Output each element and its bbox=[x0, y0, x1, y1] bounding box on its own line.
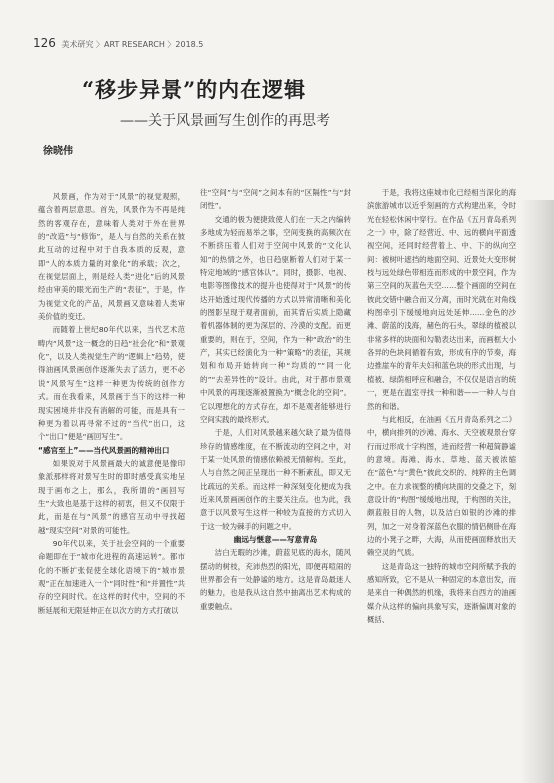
section-heading: “感官至上”——当代风景画的精神出口 bbox=[38, 445, 170, 455]
page-curl-shadow bbox=[520, 200, 554, 783]
paragraph: 于是，我将这座城市化已经相当深化的海滨旅游城市以近乎刻画的方式构建出来，令时光在轻松休闲中穿行。在作品《五月青岛系列之一》中，除了经营近、中、远的横向平面透视空间，还同时经营着上、中、下的纵向空间：被树叶遮挡的地面空间、近景处大变形树枝与远处绿色带相连而形成的中景空间，作为第三空间的灰蓝色天空……整个画面的空间在彼此交错中融合而又分离，而时光就在对角线构图牵引下缓缓地向远处延伸……金色的沙滩、蔚蓝的浅海，赭色的石头，翠绿的植被以非常多样的块面和勾勒表达出来，而画框大小各异的色块间循着有致，形成有序的节奏，海边推崖车的青年夫妇和蓝色块的形式出现，与植被、绿荫相呼应和融合，不仅仅是语言的统一，更是在温室寻找一种和谐——一种人与自然的和谐。 bbox=[367, 188, 516, 411]
running-header bbox=[33, 36, 203, 50]
section-heading: 幽远与惬意——写意青岛 bbox=[233, 534, 318, 544]
text-column-1 bbox=[38, 190, 185, 617]
paragraph: 90年代以来，关于社会空间的一个重要命题即在于“城市化进程的高速运转”。都市化的不断扩张促使全球化语境下的“城市景观”正在加速进入一个“同时性”和“并置性”共存的空间时代。在这样的时代中，空间的不断延展和无限延伸正在以次方的方式打破以 bbox=[38, 538, 185, 615]
paragraph: 与此相反，在油画《五月青岛系列之二》中，横向排列的沙滩、海水、天空被观景台穿行而过形成十字构图，进而经营一种超简静谧的意境。海滩、海水、草地、蓝天被浓缩在“蓝色”与“黄色”彼此交织的、纯粹的主色调之中。在力求视整的横向块面的交叠之下，刻意设计的“构图”缓缓地出现，于构图的关注，颇蓝般目的人物，以及洁白如银的沙滩的排列，加之一对身着深蓝色衣服的情侣侧卧在海边的小凳子之畔，大海，从而使画面释放出天赖空灵的气质。 bbox=[367, 414, 516, 558]
page-number: 126 bbox=[33, 36, 56, 50]
article-title: “移步异景”的内在逻辑 bbox=[82, 77, 307, 102]
paragraph: 风景画，作为对于“风景”的视觉观照，蕴含着两层意思。首先，风景作为不再是纯然的客观存在，意味着人类对于外在世界的“改造”与“修饰”，是人与自然的关系在彼此互动的过程中对于自我本质的反观，意即“人的本质力量的对象化”的承载；次之，在视觉层面上，则是经人类“进化”后的风景经由审美的眼光而生产的“表征”，于是，作为视觉文化的产品，风景画又意味着人类审美价值的变迁。 bbox=[38, 192, 185, 322]
text-column-2 bbox=[200, 186, 351, 613]
paragraph: 于是，人们对风景越来越欠缺了最为值得珍存的情感维度，在不断流动的空间之中，对于某一处风景的情感依赖被无情解构。至此，人与自然之间正呈现出一种不断紊乱，即又无比疏远的关系。而这样一种深刻变化便成为我近来风景画画创作的主要关注点。也为此，我意于以风景写生这样一种较为直接的方式切入于这一较为棘手的问题之中。 bbox=[200, 428, 351, 531]
article-subtitle: ——关于风景画写生创作的再思考 bbox=[120, 113, 330, 129]
text-column-3 bbox=[367, 186, 516, 626]
paragraph: 而随着上世纪80年代以来，当代艺术范畴内“风景”这一概念的日趋“社会化”和“景观化”，以及人类视觉生产的“逻辑上”趋势，使得油画风景画创作逐渐失去了活力，更不必说“风景写生”这样一种更为传统的创作方式。而在我看来，风景画于当下的这样一种现实困境并非没有消解的可能，而是具有一种更为着以再寻常不过的“当代”出口，这个“出口”便是“画回写生”。 bbox=[38, 325, 185, 442]
running-title: 美术研究 〉ART RESEARCH 〉2018.5 bbox=[61, 40, 204, 49]
paragraph: 这是青岛这一独特的城市空间所赋予我的感知所致，它不是从一种固定的本意出发，而是来自一种偶然的机缘，我将来自西方的油画媒介从这样的偏向具象写实，逐渐偏调对象的概括、 bbox=[367, 561, 516, 624]
article-author: 徐晓伟 bbox=[43, 146, 73, 157]
paragraph: 往“空间”与“空间”之间本有的“区隔性”与“封闭性”。 bbox=[200, 188, 351, 211]
paragraph: 如果说对于风景画最大的诚意便是像印象派那样将对景写生时的即时感受真实地呈现于画布之上，那么，我所谓的“画回写生”大致也是基于这样的初衷，但又不仅限于此，而是在与“风景”的感官互动中寻找超越“现实空间”对景的可能性。 bbox=[38, 458, 185, 535]
paragraph: 洁白无暇的沙滩，蔚蓝见底的海水，随风摆动的树枝，充沛热烈的阳光，即便再喧闹的世界都会有一处静谧的地方。这是青岛最迷人的魅力，也是我从这自然中抽离出艺术构成的重要触点。 bbox=[200, 548, 351, 611]
paragraph: 交通的极为便捷致使人们在一天之内编转多地成为轻而易举之事，空间变换的高频次在不断挤压着人们对于空间中风景的“文化认知”的热情之外，也日趋驱断着人们对于某一特定地域的“感官体认”。同时，摄影、电视、电影等图像技术的提升也使得对于“风景”的传达开始透过现代传播的方式以异常清晰和美化的图影呈现于观者面前，而其背后实质上隐藏着机器体制的更为深层的、冷漠的支配。而更重要的，则在于，空间，作为一种“政治”的生产，其实已经演化为一种“策略”的表征，其规划和布局开始转向一种“均质的”“同一化的”“去差异性的”设计。由此，对于都市景观中风景的再现逐渐被置换为“概念化的空间”。它以理想化的方式存在，却不是观者能够进行空间实践的最终形式。 bbox=[200, 214, 351, 424]
